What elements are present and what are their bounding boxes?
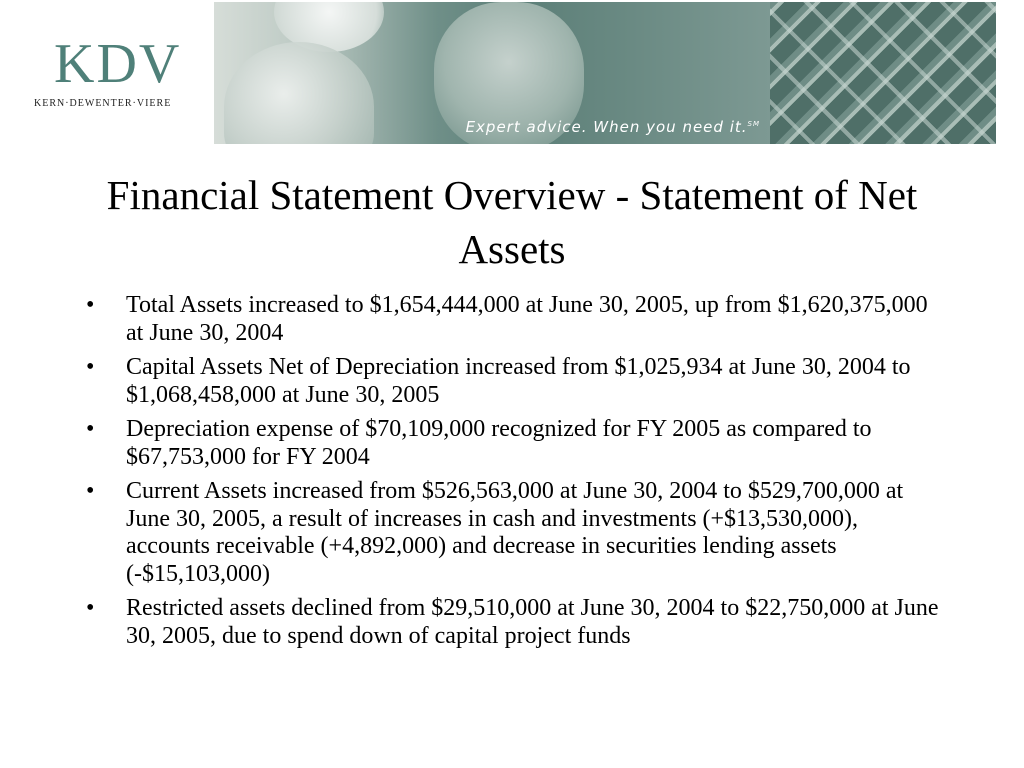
bullet-icon: • [86, 292, 95, 318]
bullet-text: Restricted assets declined from $29,510,000 at June 30, 2004 to $22,750,000 at June 30, 2005, due to spend down of capital project funds [126, 595, 939, 649]
bullet-item [84, 478, 944, 588]
logo-mark: KDV [54, 33, 182, 95]
bullet-icon: • [86, 478, 95, 504]
bullet-text: Current Assets increased from $526,563,000 at June 30, 2004 to $529,700,000 at June 30, 2005, a result of increases in cash and investments (+$13,530,000), accounts receivable (+4,892,000) and decrease in securities lending assets (-$15,103,000) [126, 478, 904, 587]
bullet-item [84, 292, 944, 347]
bullet-item [84, 354, 944, 409]
keyboard-photo [770, 2, 996, 144]
bullet-icon: • [86, 354, 95, 380]
bullet-icon: • [86, 416, 95, 442]
photo-person-left [224, 42, 374, 144]
bullet-item [84, 595, 944, 650]
bullet-item [84, 416, 944, 471]
service-mark: SM [747, 120, 760, 128]
bullet-text: Total Assets increased to $1,654,444,000 at June 30, 2005, up from $1,620,375,000 at June 30, 2004 [126, 292, 928, 346]
bullet-icon: • [86, 595, 95, 621]
bullet-text: Depreciation expense of $70,109,000 recognized for FY 2005 as compared to $67,753,000 for FY 2004 [126, 416, 872, 470]
bullet-list [84, 292, 944, 657]
header-banner [0, 0, 1024, 148]
bullet-text: Capital Assets Net of Depreciation increased from $1,025,934 at June 30, 2004 to $1,068,458,000 at June 30, 2005 [126, 354, 911, 408]
tagline-text: Expert advice. When you need it. [465, 118, 748, 136]
slide-title: Financial Statement Overview - Statement of Net Assets [106, 172, 918, 272]
tagline [466, 118, 760, 136]
banner-photo [214, 2, 770, 144]
kdv-logo [30, 32, 210, 116]
logo-subtitle: KERN·DEWENTER·VIERE [34, 98, 172, 109]
